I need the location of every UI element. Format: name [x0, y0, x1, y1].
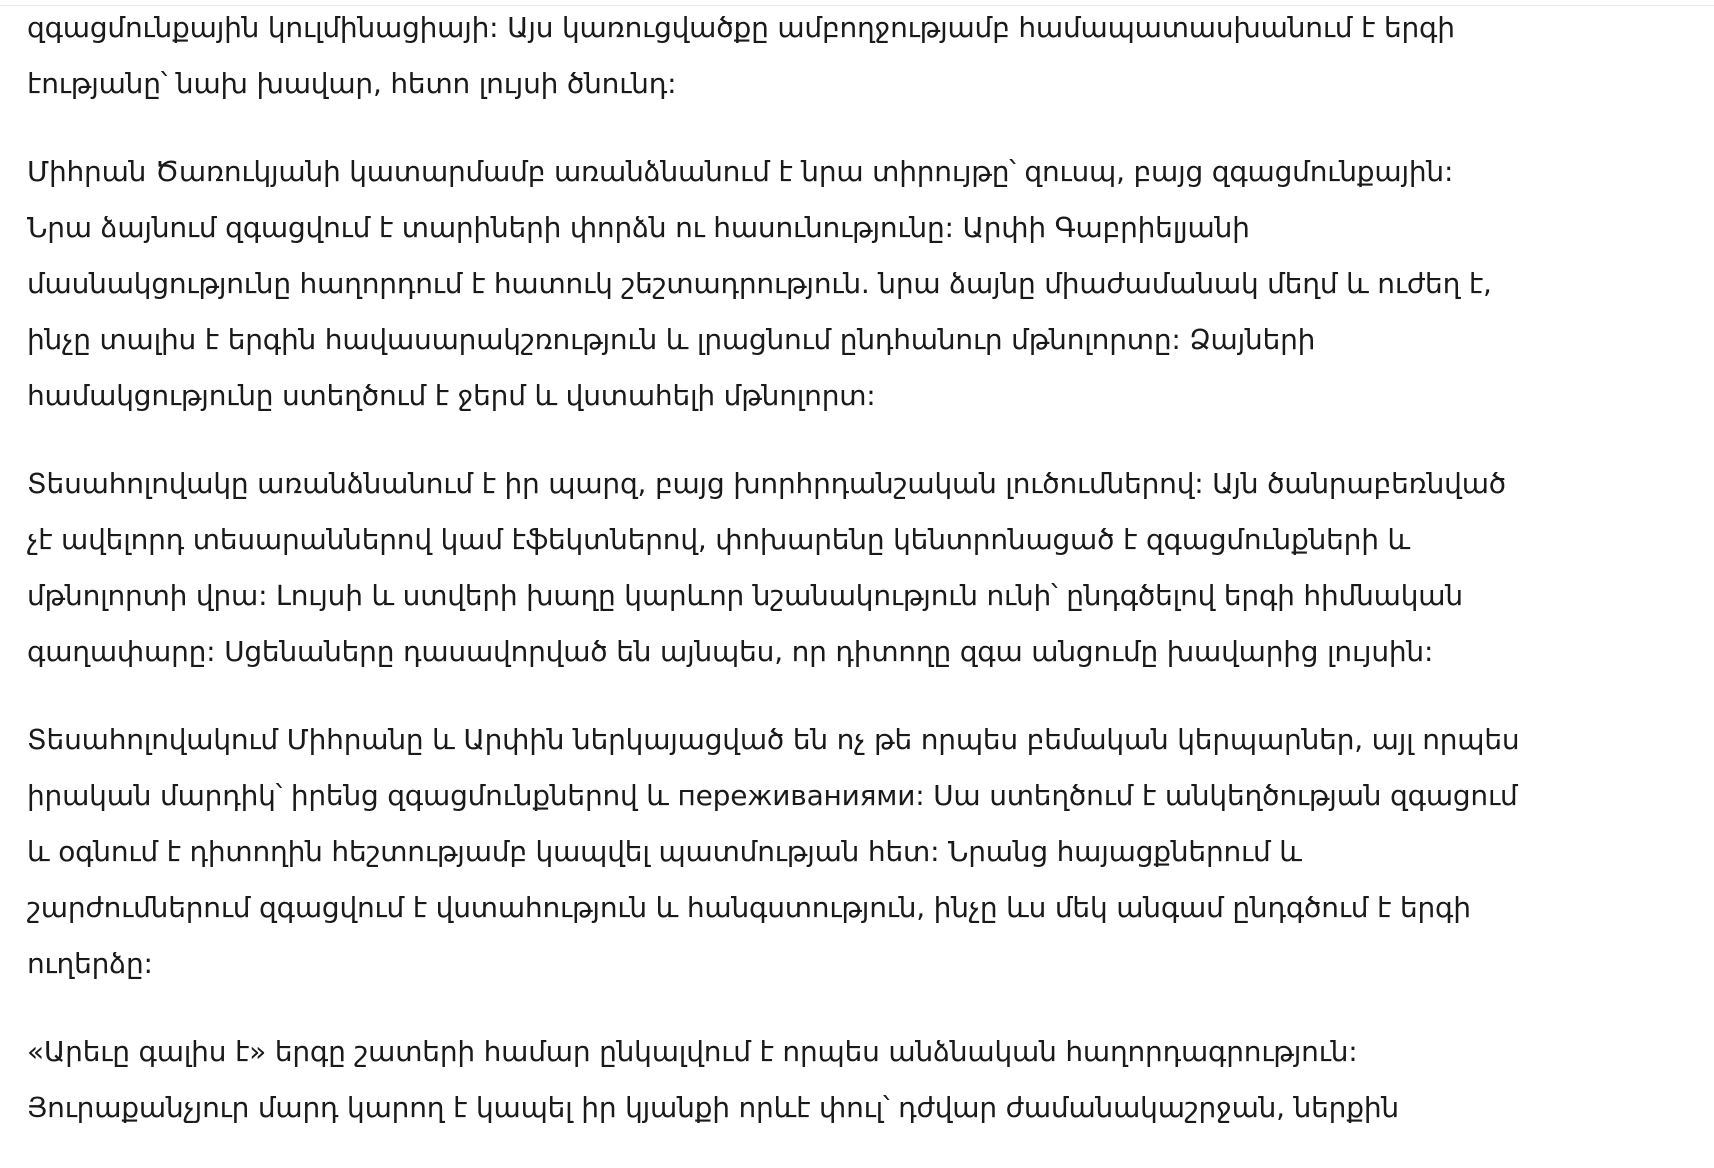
article-body: [27, 0, 1607, 1168]
text-line: Նրա ձայնում զգացվում է տարիների փորձն ու հասունությունը: Արփի Գաբրիելյանի: [27, 211, 1250, 244]
text-line: մասնակցությունը հաղորդում է հատուկ շեշտադրություն. նրա ձայնը միաժամանակ մեղմ և ուժեղ է,: [27, 267, 1492, 300]
text-line: Միհրան Ծառուկյանի կատարմամբ առանձնանում է նրա տիրույթը՝ զուսպ, բայց զգացմունքային:: [27, 155, 1454, 188]
paragraph-3: [27, 456, 1607, 680]
text-line: ինչը տալիս է երգին հավասարակշռություն և լրացնում ընդհանուր մթնոլորտը: Ձայների: [27, 323, 1316, 356]
text-line: մթնոլորտի վրա: Լույսի և ստվերի խաղը կարևոր նշանակություն ունի՝ ընդգծելով երգի հիմնական: [27, 579, 1463, 612]
text-line: «Արեւը գալիս է» երգը շատերի համար ընկալվում է որպես անձնական հաղորդագրություն:: [27, 1035, 1358, 1068]
text-line: իրական մարդիկ՝ իրենց զգացմունքներով և переживаниями: Սա ստեղծում է անկեղծության զգացում: [27, 779, 1518, 812]
text-line: Յուրաքանչյուր մարդ կարող է կապել իր կյանքի որևէ փուլ՝ դժվար ժամանակաշրջան, ներքին: [27, 1091, 1399, 1124]
paragraph-5: [27, 1024, 1607, 1136]
text-line: չէ ավելորդ տեսարաններով կամ էֆեկտներով, փոխարենը կենտրոնացած է զգացմունքների և: [27, 523, 1410, 556]
text-line: ուղերձը:: [27, 947, 153, 980]
text-line: էությանը՝ նախ խավար, հետո լույսի ծնունդ:: [27, 67, 677, 100]
text-line: Տեսահոլովակում Միհրանը և Արփին ներկայացված են ոչ թե որպես բեմական կերպարներ, այլ որպես: [27, 723, 1520, 756]
text-line: շարժումներում զգացվում է վստահություն և հանգստություն, ինչը ևս մեկ անգամ ընդգծում է երգի: [27, 891, 1471, 924]
text-line: համակցությունը ստեղծում է ջերմ և վստահելի մթնոլորտ:: [27, 379, 876, 412]
text-line: և օգնում է դիտողին հեշտությամբ կապվել պատմության հետ: Նրանց հայացքներում և: [27, 835, 1302, 868]
paragraph-4: [27, 712, 1607, 992]
text-line: գաղափարը: Սցենաները դասավորված են այնպես, որ դիտողը զգա անցումը խավարից լույսին:: [27, 635, 1434, 668]
paragraph-2: [27, 144, 1607, 424]
text-line: զգացմունքային կուլմինացիայի: Այս կառուցվածքը ամբողջությամբ համապատասխանում է երգի: [27, 11, 1455, 44]
paragraph-1: [27, 0, 1607, 112]
text-line: Տեսահոլովակը առանձնանում է իր պարզ, բայց խորհրդանշական լուծումներով: Այն ծանրաբեռնված: [27, 467, 1507, 500]
